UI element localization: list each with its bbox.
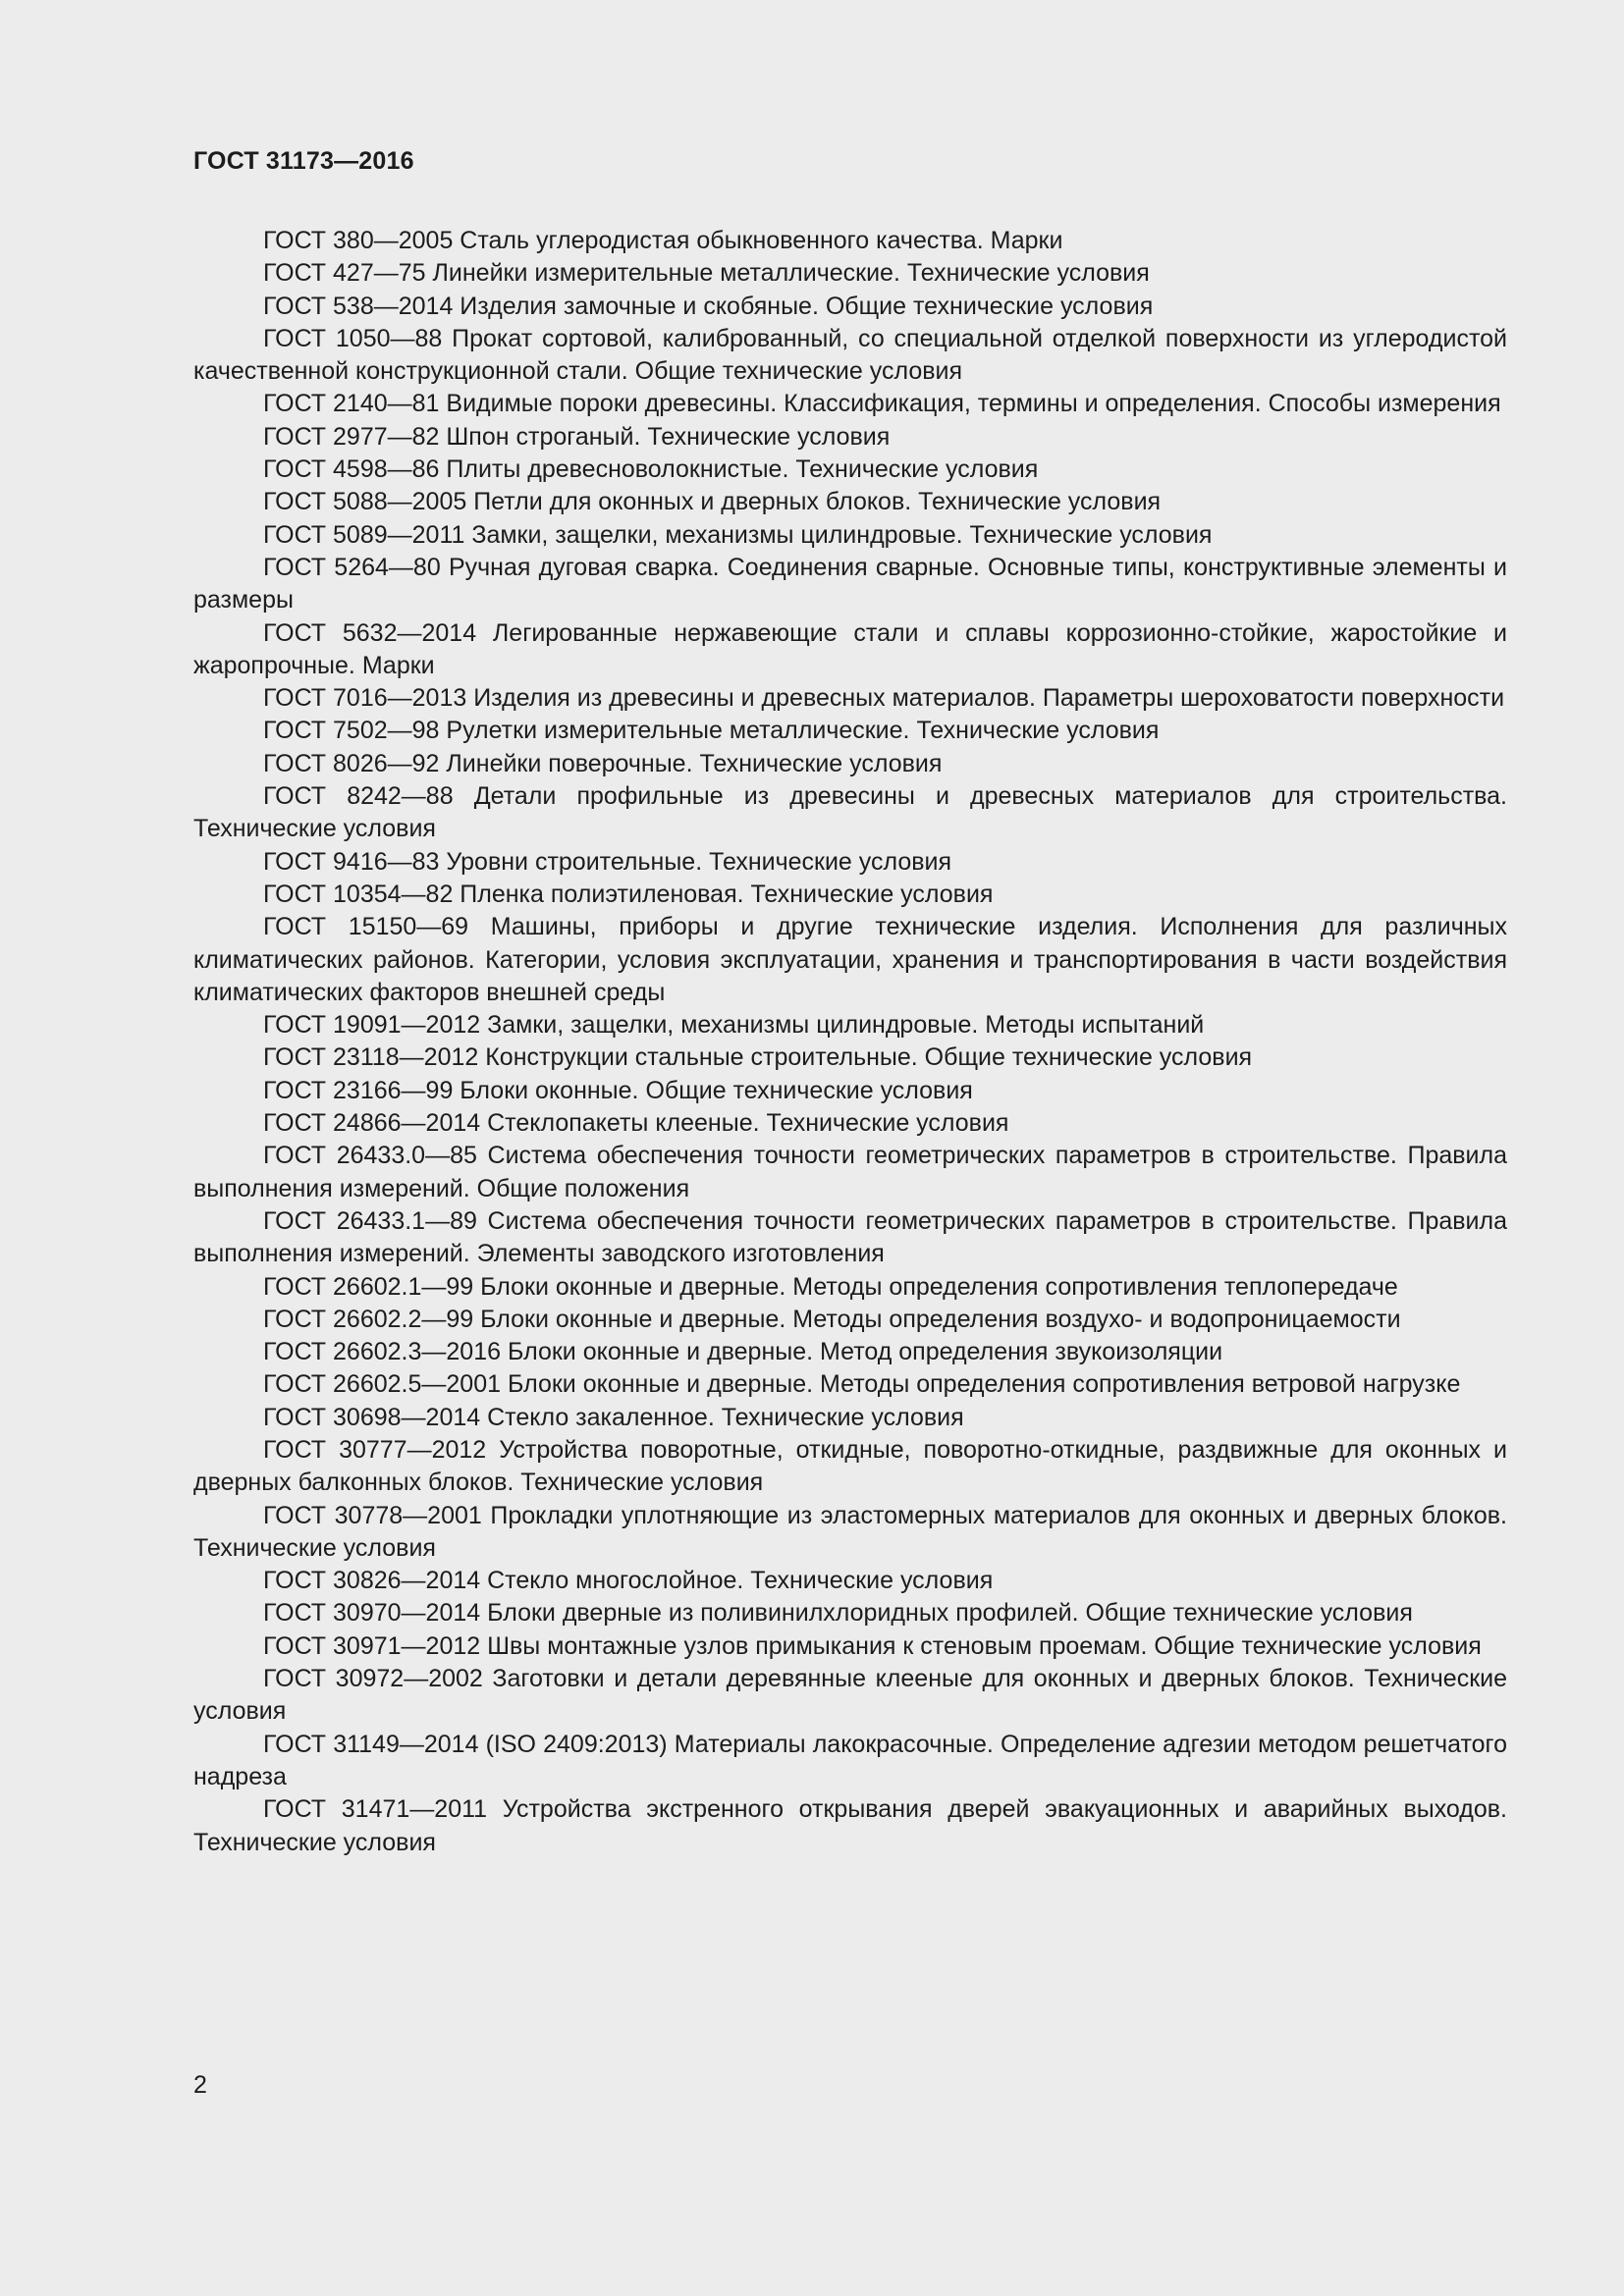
reference-item: ГОСТ 30777—2012 Устройства поворотные, откидные, поворотно-откидные, раздвижные для оконных и дверных балконных блоков. Технические условия	[193, 1435, 1507, 1497]
reference-item: ГОСТ 2977—82 Шпон строганый. Технические условия	[263, 422, 891, 451]
reference-item: ГОСТ 7502—98 Рулетки измерительные металлические. Технические условия	[263, 717, 1160, 745]
reference-item: ГОСТ 31149—2014 (ISO 2409:2013) Материалы лакокрасочные. Определение адгезии методом решетчатого надреза	[193, 1730, 1507, 1790]
reference-item: ГОСТ 9416—83 Уровни строительные. Технические условия	[263, 847, 952, 876]
reference-item: ГОСТ 427—75 Линейки измерительные металлические. Технические условия	[263, 259, 1150, 288]
reference-item: ГОСТ 19091—2012 Замки, защелки, механизмы цилиндровые. Методы испытаний	[263, 1011, 1205, 1040]
normative-references-list	[193, 225, 1507, 1859]
reference-item: ГОСТ 380—2005 Сталь углеродистая обыкновенного качества. Марки	[263, 227, 1063, 254]
reference-item: ГОСТ 26602.1—99 Блоки оконные и дверные. Методы определения сопротивления теплопередаче	[263, 1272, 1398, 1301]
reference-item: ГОСТ 31471—2011 Устройства экстренного открывания дверей эвакуационных и аварийных выходов. Технические условия	[193, 1795, 1507, 1856]
reference-item: ГОСТ 2140—81 Видимые пороки древесины. Классификация, термины и определения. Способы измерения	[263, 390, 1501, 418]
reference-item: ГОСТ 5089—2011 Замки, защелки, механизмы цилиндровые. Технические условия	[263, 520, 1213, 549]
reference-item: ГОСТ 30971—2012 Швы монтажные узлов примыкания к стеновым проемам. Общие технические условия	[263, 1631, 1482, 1660]
reference-item: ГОСТ 15150—69 Машины, приборы и другие технические изделия. Исполнения для различных климатических районов. Категории, условия эксплуатации, хранения и транспортирования в части воздействия климатических факторов внешней среды	[193, 913, 1507, 1006]
reference-item: ГОСТ 30826—2014 Стекло многослойное. Технические условия	[263, 1567, 994, 1595]
reference-item: ГОСТ 7016—2013 Изделия из древесины и древесных материалов. Параметры шероховатости поверхности	[263, 684, 1505, 713]
reference-item: ГОСТ 26602.2—99 Блоки оконные и дверные. Методы определения воздухо- и водопроницаемости	[263, 1305, 1401, 1333]
reference-item: ГОСТ 26433.1—89 Система обеспечения точности геометрических параметров в строительстве. Правила выполнения измерений. Элементы заводского изготовления	[193, 1206, 1507, 1268]
reference-item: ГОСТ 5264—80 Ручная дуговая сварка. Соединения сварные. Основные типы, конструктивные элементы и размеры	[193, 553, 1507, 614]
reference-item: ГОСТ 30698—2014 Стекло закаленное. Технические условия	[263, 1403, 964, 1431]
reference-item: ГОСТ 5632—2014 Легированные нержавеющие стали и сплавы коррозионно-стойкие, жаростойкие и жаропрочные. Марки	[193, 618, 1507, 679]
reference-item: ГОСТ 26602.3—2016 Блоки оконные и дверные. Метод определения звукоизоляции	[263, 1338, 1223, 1366]
reference-item: ГОСТ 10354—82 Пленка полиэтиленовая. Технические условия	[263, 880, 994, 908]
reference-item: ГОСТ 24866—2014 Стеклопакеты клееные. Технические условия	[263, 1109, 1009, 1138]
reference-item: ГОСТ 4598—86 Плиты древесноволокнистые. Технические условия	[263, 455, 1039, 484]
reference-item: ГОСТ 30778—2001 Прокладки уплотняющие из эластомерных материалов для оконных и дверных блоков. Технические условия	[193, 1501, 1507, 1562]
document-header: ГОСТ 31173—2016	[193, 147, 414, 175]
reference-item: ГОСТ 26602.5—2001 Блоки оконные и дверные. Методы определения сопротивления ветровой нагрузке	[263, 1370, 1461, 1399]
reference-item: ГОСТ 5088—2005 Петли для оконных и дверных блоков. Технические условия	[263, 488, 1162, 516]
page-number: 2	[193, 2071, 207, 2099]
reference-item: ГОСТ 26433.0—85 Система обеспечения точности геометрических параметров в строительстве. Правила выполнения измерений. Общие положения	[193, 1142, 1507, 1202]
reference-item: ГОСТ 538—2014 Изделия замочные и скобяные. Общие технические условия	[263, 292, 1154, 320]
reference-item: ГОСТ 8242—88 Детали профильные из древесины и древесных материалов для строительства. Технические условия	[193, 782, 1507, 843]
reference-item: ГОСТ 30972—2002 Заготовки и детали деревянные клееные для оконных и дверных блоков. Технические условия	[193, 1665, 1507, 1726]
reference-item: ГОСТ 1050—88 Прокат сортовой, калиброванный, со специальной отделкой поверхности из углеродистой качественной конструкционной стали. Общие технические условия	[193, 324, 1507, 386]
reference-item: ГОСТ 23118—2012 Конструкции стальные строительные. Общие технические условия	[263, 1043, 1253, 1072]
reference-item: ГОСТ 8026—92 Линейки поверочные. Технические условия	[263, 749, 943, 777]
reference-item: ГОСТ 23166—99 Блоки оконные. Общие технические условия	[263, 1076, 973, 1104]
reference-item: ГОСТ 30970—2014 Блоки дверные из поливинилхлоридных профилей. Общие технические условия	[263, 1599, 1413, 1628]
